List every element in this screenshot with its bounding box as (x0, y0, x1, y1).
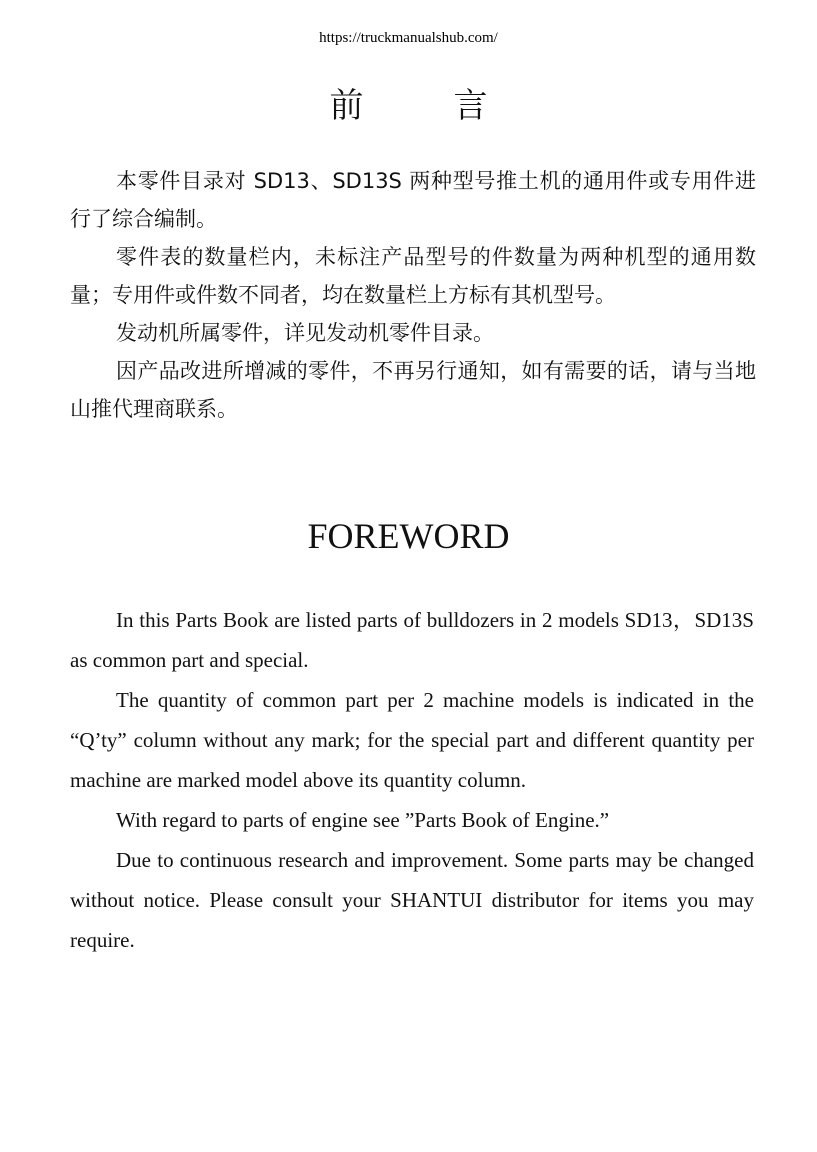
chinese-paragraph: 因产品改进所增减的零件，不再另行通知，如有需要的话，请与当地山推代理商联系。 (70, 359, 756, 421)
chinese-preface-body (70, 162, 756, 428)
foreword-paragraph: Due to continuous research and improvement. Some parts may be changed without notice. Please consult your SHANTUI distributor for items you may require. (70, 848, 754, 952)
foreword-body (70, 600, 754, 960)
foreword-title: FOREWORD (307, 516, 510, 556)
foreword-paragraph: In this Parts Book are listed parts of bulldozers in 2 models SD13，SD13S as common part and special. (70, 608, 754, 672)
chinese-title-char-1: 前 (329, 86, 364, 126)
chinese-paragraph: 发动机所属零件，详见发动机零件目录。 (116, 321, 494, 345)
chinese-paragraph: 本零件目录对 SD13、SD13S 两种型号推土机的通用件或专用件进行了综合编制。 (70, 169, 756, 231)
foreword-paragraph: With regard to parts of engine see ”Parts Book of Engine.” (116, 808, 610, 832)
chinese-title (0, 78, 817, 127)
source-url[interactable]: https://truckmanualshub.com/ (319, 30, 498, 46)
chinese-paragraph: 零件表的数量栏内，未标注产品型号的件数量为两种机型的通用数量；专用件或件数不同者，均在数量栏上方标有其机型号。 (70, 245, 756, 307)
chinese-title-char-2: 言 (453, 86, 488, 126)
foreword-paragraph: The quantity of common part per 2 machine models is indicated in the “Q’ty” column without any mark; for the special part and different quantity per machine are marked model above its quantity column. (70, 688, 754, 792)
